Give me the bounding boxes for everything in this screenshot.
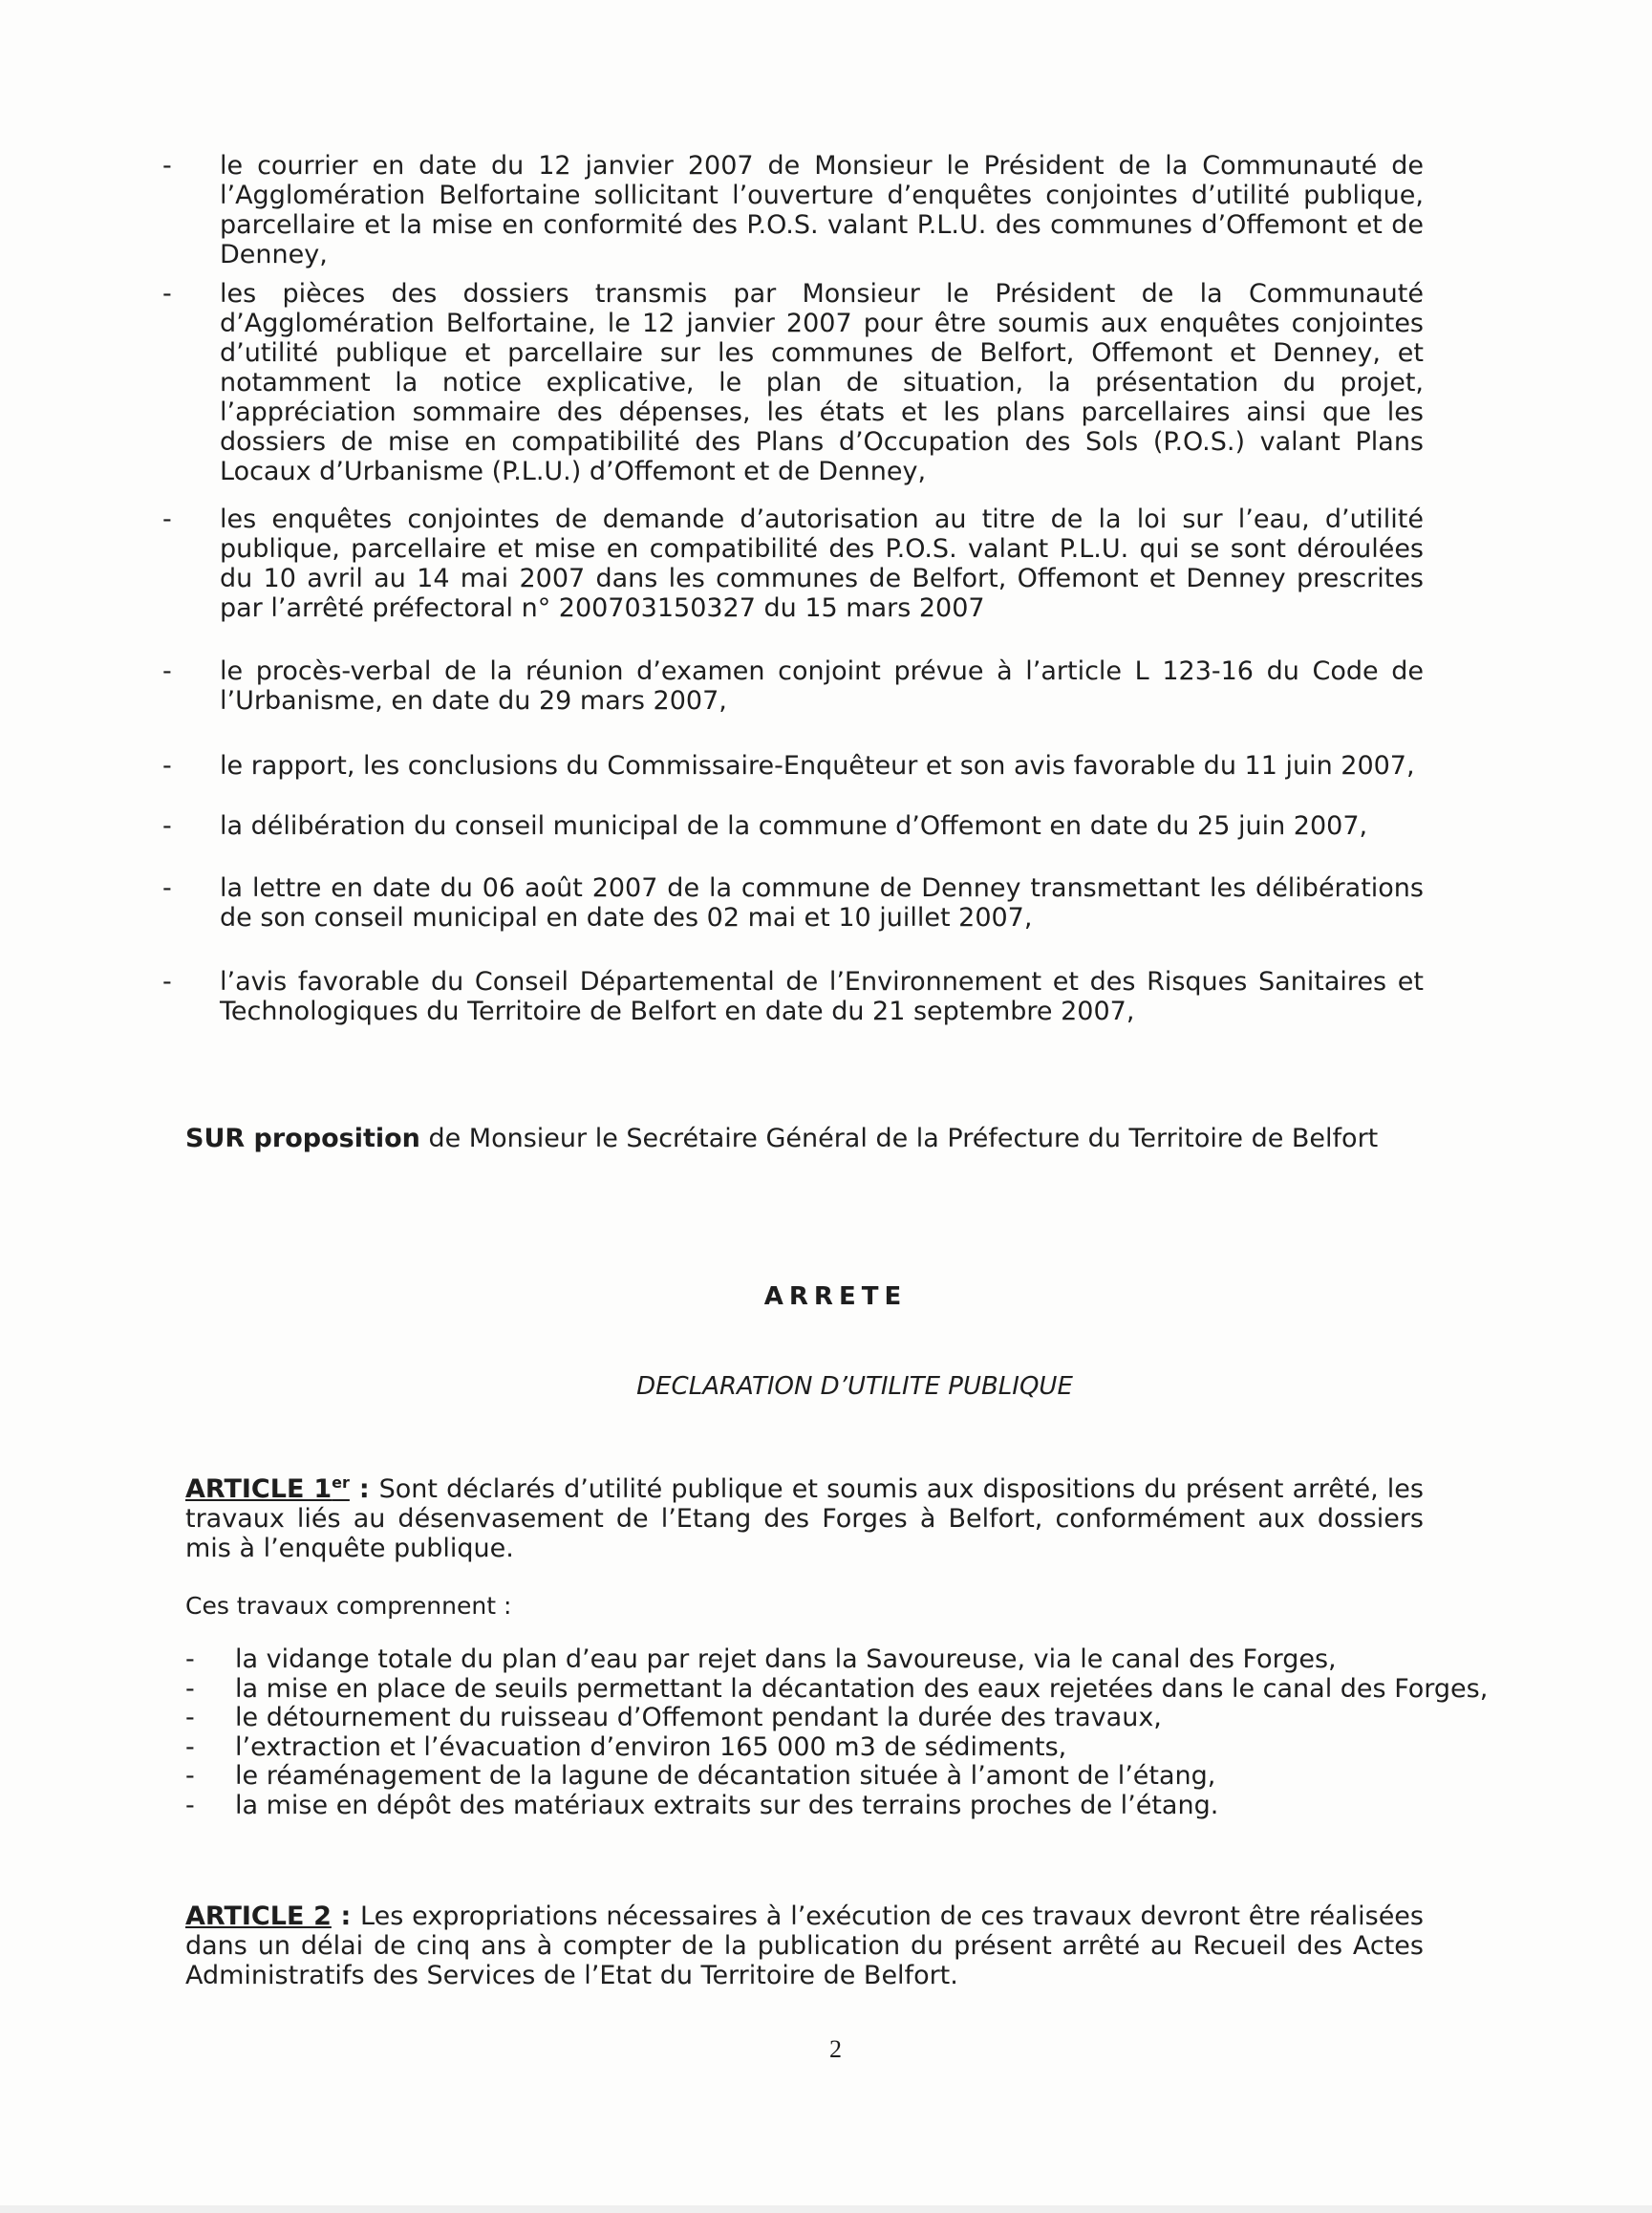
bullet-dash: - — [162, 505, 172, 534]
proposal-lead: SUR proposition — [185, 1124, 420, 1153]
bullet-dash: - — [162, 279, 172, 309]
scan-bottom-edge — [0, 2205, 1652, 2213]
bullet-dash: - — [162, 967, 172, 997]
consideration-text: les enquêtes conjointes de demande d’autorisation au titre de la loi sur l’eau, d’utilité publique, parcellaire et mise en compatibilité des P.O.S. valant P.L.U. qui se sont déroulées du 10 avril au 14 mai 2007 dans les communes de Belfort, Offemont et Denney prescrites par l’arrêté préfectoral n° 200703150327 du 15 mars 2007 — [220, 505, 1424, 623]
bullet-dash: - — [162, 656, 172, 686]
works-item-text: la mise en dépôt des matériaux extraits sur des terrains proches de l’étang. — [235, 1790, 1219, 1820]
bullet-dash: - — [162, 751, 172, 781]
consideration-text: les pièces des dossiers transmis par Monsieur le Président de la Communauté d’Agglomération Belfortaine, le 12 janvier 2007 pour être soumis aux enquêtes conjointes d’utilité publique et parcellaire sur les communes de Belfort, Offemont et Denney, et notamment la notice explicative, le plan de situation, la présentation du projet, l’appréciation sommaire des dépenses, les états et les plans parcellaires ainsi que les dossiers de mise en compatibilité des Plans d’Occupation des Sols (P.O.S.) valant Plans Locaux d’Urbanisme (P.L.U.) d’Offemont et de Denney, — [220, 279, 1424, 486]
consideration-text: la délibération du conseil municipal de la commune d’Offemont en date du 25 juin 2007, — [220, 811, 1368, 841]
bullet-dash: - — [162, 151, 172, 181]
bullet-dash: - — [185, 1790, 195, 1820]
consideration-text: le procès-verbal de la réunion d’examen conjoint prévue à l’article L 123-16 du Code de l’Urbanisme, en date du 29 mars 2007, — [220, 656, 1424, 716]
consideration-item — [162, 967, 1424, 1026]
consideration-item — [162, 656, 1424, 716]
works-item-text: la vidange totale du plan d’eau par rejet dans la Savoureuse, via le canal des Forges, — [235, 1644, 1337, 1674]
article-2 — [185, 1901, 1424, 1990]
article-1 — [185, 1468, 1424, 1563]
bullet-dash: - — [185, 1731, 195, 1762]
consideration-item — [162, 279, 1424, 486]
works-list-item — [185, 1645, 1427, 1675]
consideration-text: le rapport, les conclusions du Commissaire-Enquêteur et son avis favorable du 11 juin 2007, — [220, 751, 1415, 781]
article-2-label: ARTICLE 2 — [185, 1901, 332, 1931]
article-1-colon: : — [349, 1474, 379, 1504]
bullet-dash: - — [162, 873, 172, 903]
works-item-text: le réaménagement de la lagune de décantation située à l’amont de l’étang, — [235, 1761, 1216, 1791]
article-1-text: Sont déclarés d’utilité publique et soumis aux dispositions du présent arrêté, les travaux liés au désenvasement de l’Etang des Forges à Belfort, conformément aux dossiers mis à l’enquête publique. — [185, 1474, 1424, 1563]
works-list-item — [185, 1733, 1427, 1763]
works-intro: Ces travaux comprennent : — [185, 1592, 512, 1620]
bullet-dash: - — [185, 1761, 195, 1791]
consideration-item — [162, 873, 1424, 933]
works-list-item — [185, 1704, 1427, 1733]
consideration-item — [162, 505, 1424, 623]
article-2-text: Les expropriations nécessaires à l’exécution de ces travaux devront être réalisées dans un délai de cinq ans à compter de la publication du présent arrêté au Recueil des Actes Administratifs des Services de l’Etat du Territoire de Belfort. — [185, 1901, 1424, 1990]
consideration-item — [162, 811, 1424, 841]
works-list-item — [185, 1792, 1427, 1821]
article-1-label: ARTICLE 1er — [185, 1473, 350, 1504]
bullet-dash: - — [162, 811, 172, 841]
bullet-dash: - — [185, 1644, 195, 1674]
proposal-text: de Monsieur le Secrétaire Général de la Préfecture du Territoire de Belfort — [419, 1124, 1379, 1153]
consideration-text: le courrier en date du 12 janvier 2007 de Monsieur le Président de la Communauté de l’Agglomération Belfortaine sollicitant l’ouverture d’enquêtes conjointes d’utilité publique, parcellaire et la mise en conformité des P.O.S. valant P.L.U. des communes d’Offemont et de Denney, — [220, 151, 1424, 269]
works-list-item — [185, 1673, 1489, 1705]
works-item-text: la mise en place de seuils permettant la décantation des eaux rejetées dans le canal des Forges, — [235, 1673, 1489, 1704]
works-item-text: le détournement du ruisseau d’Offemont pendant la durée des travaux, — [235, 1703, 1162, 1732]
page-number: 2 — [829, 2035, 842, 2063]
consideration-text: la lettre en date du 06 août 2007 de la commune de Denney transmettant les délibérations de son conseil municipal en date des 02 mai et 10 juillet 2007, — [220, 873, 1424, 933]
section-heading: DECLARATION D’UTILITE PUBLIQUE — [636, 1372, 1073, 1401]
consideration-item — [162, 151, 1424, 269]
bullet-dash: - — [185, 1673, 195, 1704]
works-list-item — [185, 1762, 1427, 1792]
consideration-item — [162, 751, 1424, 781]
article-2-colon: : — [331, 1901, 361, 1931]
bullet-dash: - — [185, 1703, 195, 1732]
consideration-text: l’avis favorable du Conseil Départemental de l’Environnement et des Risques Sanitaires et Technologiques du Territoire de Belfort en date du 21 septembre 2007, — [220, 967, 1424, 1026]
proposal-line — [185, 1124, 1378, 1153]
works-item-text: l’extraction et l’évacuation d’environ 165 000 m3 de sédiments, — [235, 1731, 1067, 1762]
works-list — [185, 1644, 1489, 1820]
arrete-heading: ARRETE — [763, 1282, 908, 1311]
